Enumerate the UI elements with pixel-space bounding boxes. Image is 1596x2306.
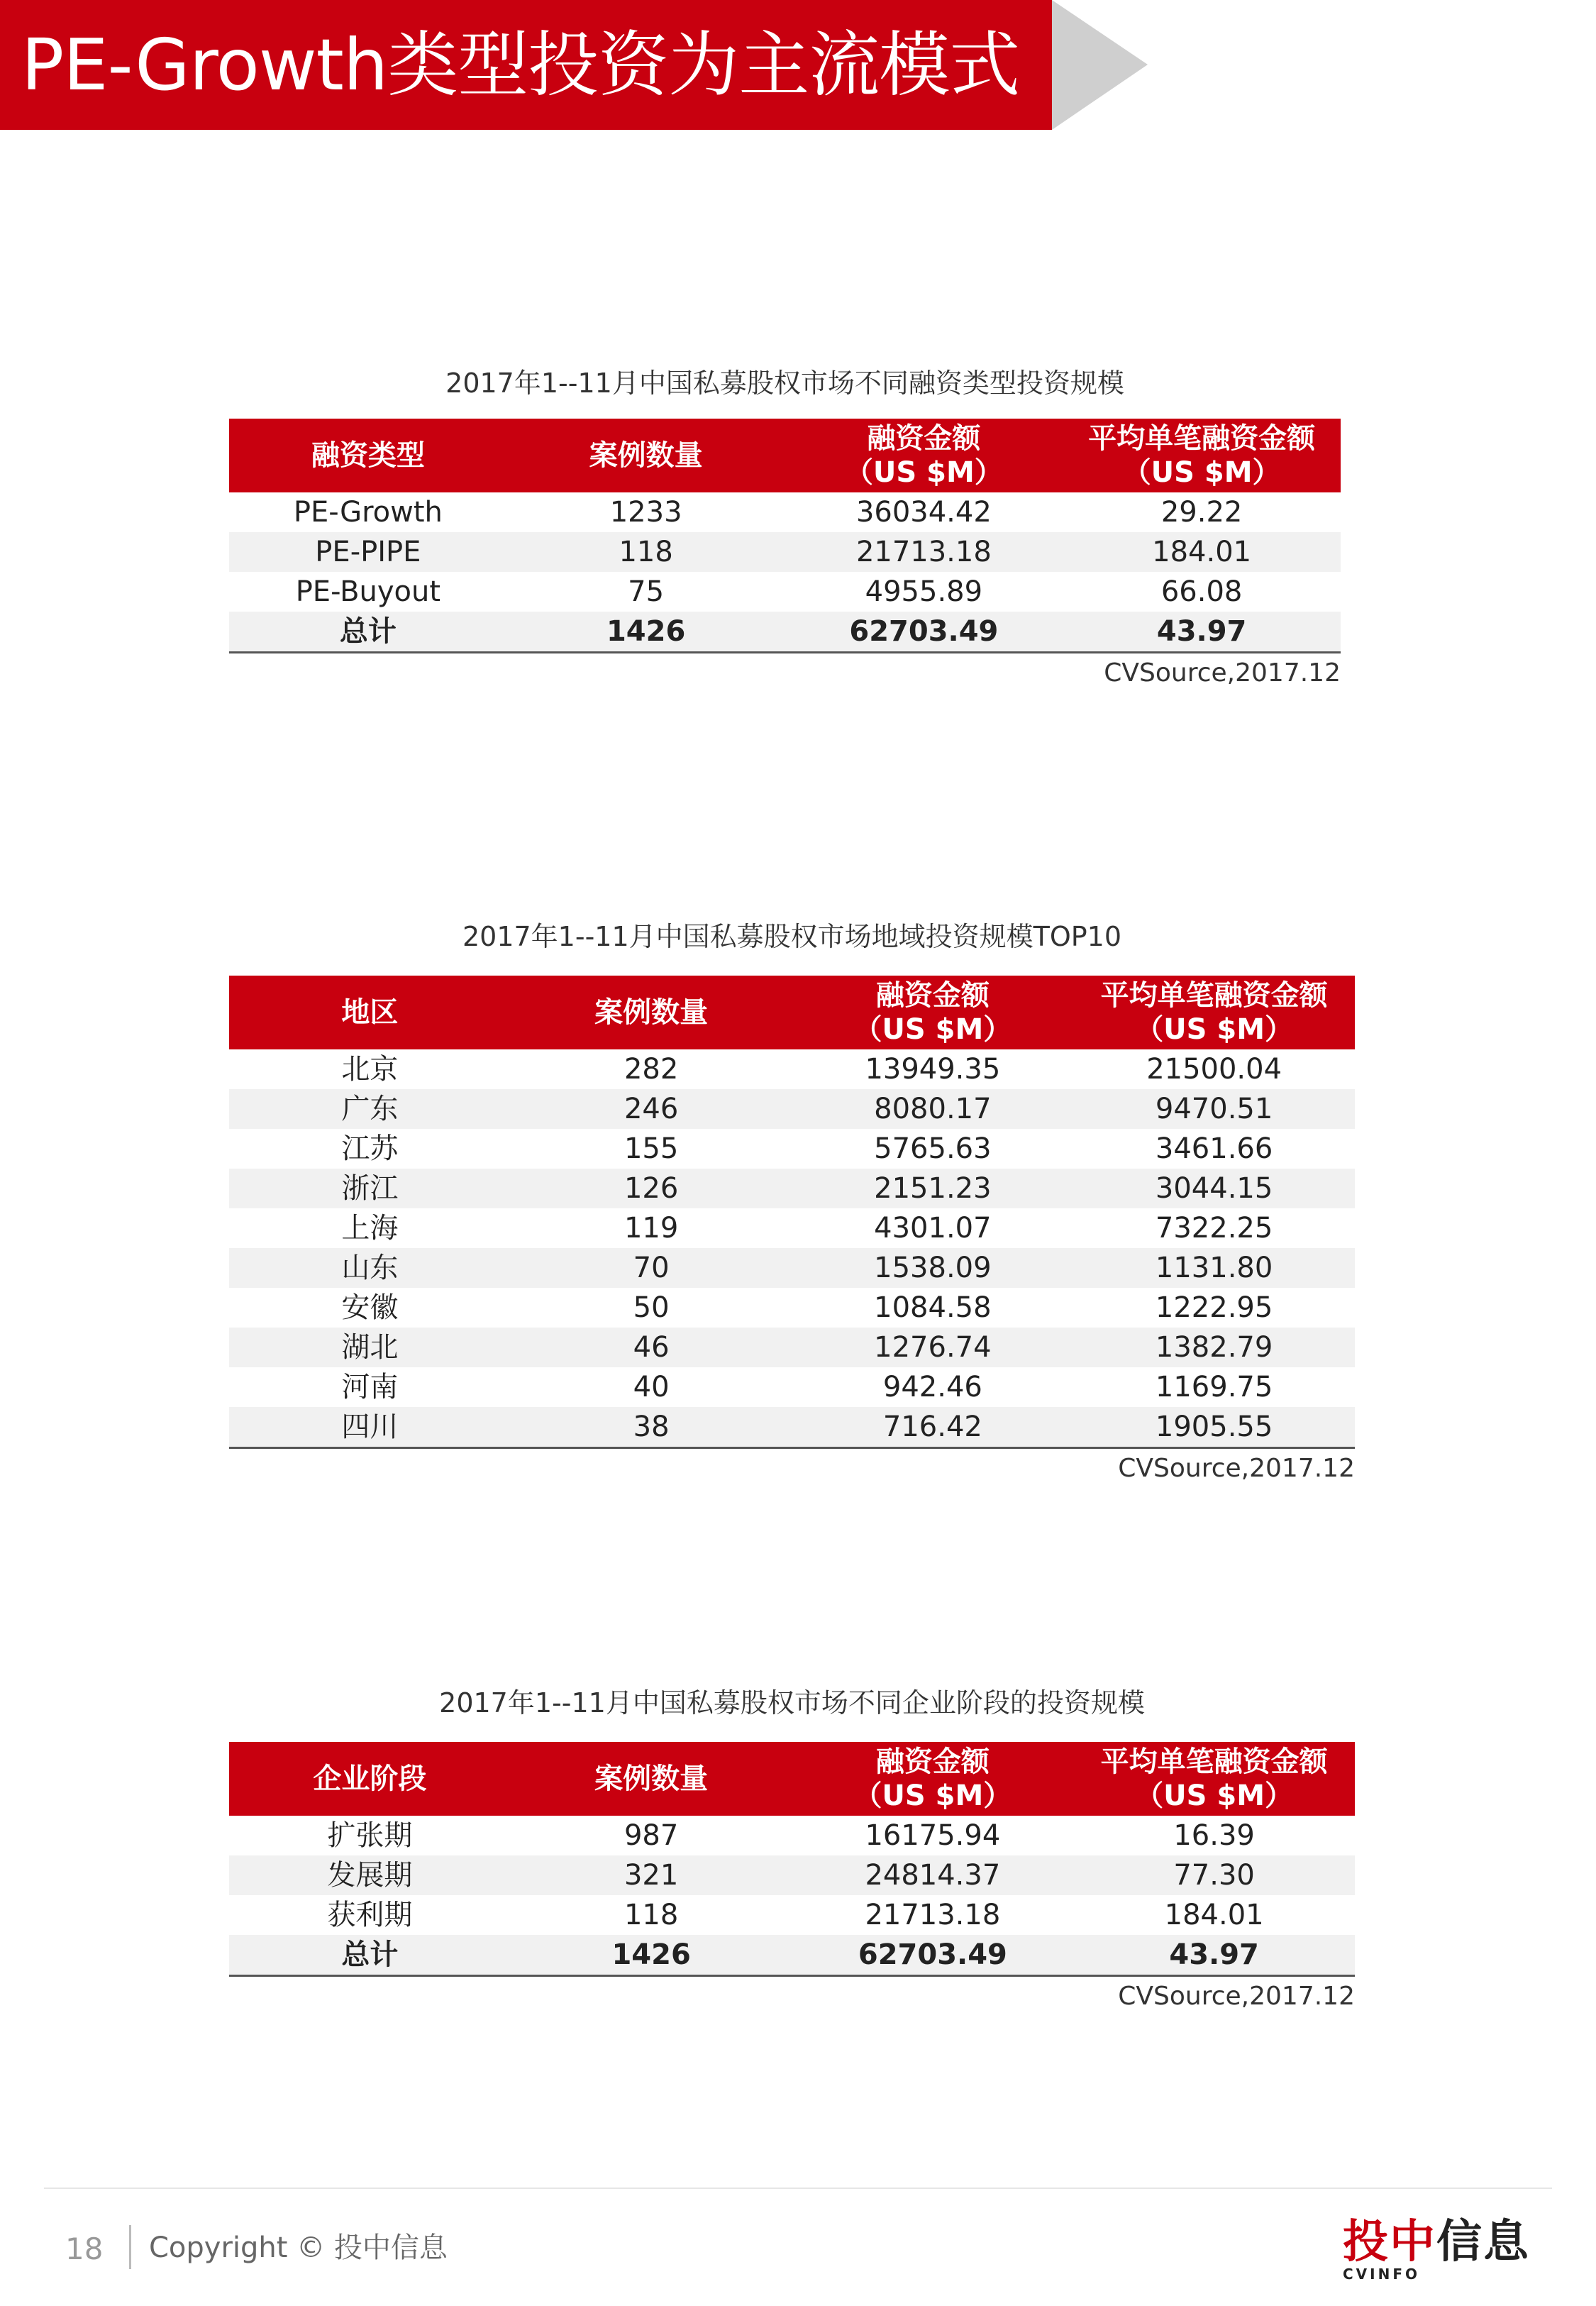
logo-wordmark: 投中信息 [1343, 2216, 1530, 2268]
cell-avg: 9470.51 [1073, 1089, 1355, 1129]
cell-name: 扩张期 [327, 1819, 413, 1852]
cell-avg: 1905.55 [1073, 1407, 1355, 1448]
cell-count: 118 [624, 1899, 679, 1931]
col-header-count: 案例数量 [594, 996, 709, 1029]
cell-avg: 184.01 [1063, 532, 1341, 572]
cell-name: 河南 [341, 1371, 399, 1403]
financing-type-table [229, 419, 1341, 653]
cell-count: 987 [624, 1819, 679, 1852]
company-logo [1343, 2216, 1530, 2283]
col-header-amount: 融资金额 （US $M） [853, 1745, 1012, 1812]
cell-name: PE-PIPE [229, 532, 507, 572]
page-number: 18 [65, 2231, 104, 2266]
cell-amount: 4301.07 [874, 1212, 992, 1245]
cell-avg: 43.97 [1073, 1935, 1355, 1976]
title-arrow-decoration [1052, 0, 1148, 130]
table-row [229, 1129, 1355, 1169]
cell-count: 40 [633, 1371, 670, 1403]
col-header-avg: 平均单笔融资金额 （US $M） [1100, 1745, 1328, 1812]
enterprise-stage-table-block [229, 1682, 1355, 2017]
cell-amount: 21713.18 [785, 532, 1063, 572]
cell-count: 321 [511, 1855, 792, 1895]
cell-amount: 62703.49 [785, 612, 1063, 653]
cell-amount: 8080.17 [792, 1089, 1074, 1129]
cell-name: 总计 [229, 612, 507, 653]
cell-count: 1233 [609, 496, 682, 529]
cell-amount: 1276.74 [792, 1328, 1074, 1367]
cell-count: 119 [624, 1212, 679, 1245]
col-header-amount: 融资金额 （US $M） [853, 979, 1012, 1046]
cell-name: 广东 [229, 1089, 511, 1129]
table-header-row [229, 976, 1355, 1049]
table-source: CVSource,2017.12 [1104, 658, 1341, 688]
table-row [229, 1208, 1355, 1248]
table-header-row [229, 1742, 1355, 1816]
cell-name: 获利期 [327, 1899, 413, 1931]
cell-count: 1426 [507, 612, 785, 653]
table-row [229, 1288, 1355, 1328]
cell-count: 282 [624, 1053, 679, 1086]
cell-name: 四川 [229, 1407, 511, 1448]
cell-amount: 716.42 [792, 1407, 1074, 1448]
cell-amount: 24814.37 [792, 1855, 1074, 1895]
cell-count: 246 [511, 1089, 792, 1129]
cell-name: 浙江 [229, 1169, 511, 1208]
cell-count: 75 [628, 575, 665, 608]
cell-amount: 36034.42 [855, 496, 992, 529]
table-row [229, 532, 1341, 572]
table-row [229, 1248, 1355, 1288]
cell-count: 70 [511, 1248, 792, 1288]
cell-avg: 66.08 [1160, 575, 1243, 608]
cell-amount: 942.46 [882, 1371, 982, 1403]
cell-name: 上海 [341, 1212, 399, 1245]
cell-amount: 2151.23 [792, 1169, 1074, 1208]
table-row [229, 1049, 1355, 1089]
table-row [229, 612, 1341, 653]
cell-amount: 62703.49 [792, 1935, 1074, 1976]
region-table-block [229, 915, 1355, 1489]
table-row [229, 1367, 1355, 1407]
table-row [229, 1328, 1355, 1367]
table-caption: 2017年1--11月中国私募股权市场不同企业阶段的投资规模 [439, 1687, 1145, 1719]
table-row [229, 1169, 1355, 1208]
cell-count: 118 [507, 532, 785, 572]
col-header-count: 案例数量 [594, 1762, 709, 1795]
cell-avg: 1382.79 [1073, 1328, 1355, 1367]
page-title: PE-Growth类型投资为主流模式 [21, 23, 1020, 106]
cell-name: 北京 [341, 1053, 399, 1086]
table-header-row [229, 419, 1341, 492]
logo-subtext: CVINFO [1343, 2266, 1420, 2283]
table-source: CVSource,2017.12 [1118, 1982, 1355, 2011]
table-source: CVSource,2017.12 [1118, 1454, 1355, 1483]
cell-name: PE-Buyout [295, 575, 441, 608]
cell-avg: 43.97 [1063, 612, 1341, 653]
enterprise-stage-table [229, 1742, 1355, 1977]
col-header-avg: 平均单笔融资金额 （US $M） [1100, 979, 1328, 1046]
cell-amount: 1084.58 [874, 1291, 992, 1324]
financing-type-table-block [229, 362, 1341, 693]
col-header-avg: 平均单笔融资金额 （US $M） [1088, 422, 1316, 489]
cell-avg: 1131.80 [1073, 1248, 1355, 1288]
table-row [229, 1816, 1355, 1855]
col-header-type: 融资类型 [311, 439, 425, 472]
cell-count: 155 [624, 1132, 679, 1165]
cell-name: 总计 [229, 1935, 511, 1976]
cell-count: 126 [511, 1169, 792, 1208]
cell-avg: 184.01 [1164, 1899, 1264, 1931]
col-header-region: 地区 [341, 996, 399, 1029]
cell-count: 1426 [511, 1935, 792, 1976]
title-bar [0, 0, 1052, 130]
cell-count: 38 [511, 1407, 792, 1448]
cell-avg: 1169.75 [1155, 1371, 1273, 1403]
cell-avg: 77.30 [1073, 1855, 1355, 1895]
cell-avg: 1222.95 [1155, 1291, 1273, 1324]
cell-name: 山东 [229, 1248, 511, 1288]
cell-name: 发展期 [229, 1855, 511, 1895]
table-row [229, 1935, 1355, 1976]
footer-divider [44, 2188, 1552, 2189]
cell-name: 江苏 [341, 1132, 399, 1165]
table-row [229, 1407, 1355, 1448]
cell-amount: 5765.63 [874, 1132, 992, 1165]
col-header-stage: 企业阶段 [313, 1762, 427, 1795]
cell-count: 46 [511, 1328, 792, 1367]
copyright-text: Copyright © 投中信息 [149, 2231, 448, 2264]
col-header-amount: 融资金额 （US $M） [844, 422, 1003, 489]
table-row [229, 492, 1341, 532]
table-row [229, 1895, 1355, 1935]
cell-name: 湖北 [229, 1328, 511, 1367]
cell-avg: 3044.15 [1073, 1169, 1355, 1208]
table-row [229, 1089, 1355, 1129]
cell-avg: 29.22 [1160, 496, 1243, 529]
cell-amount: 4955.89 [865, 575, 983, 608]
cell-avg: 21500.04 [1146, 1053, 1282, 1086]
cell-amount: 16175.94 [865, 1819, 1001, 1852]
cell-avg: 7322.25 [1155, 1212, 1273, 1245]
table-row [229, 1855, 1355, 1895]
cell-amount: 13949.35 [865, 1053, 1001, 1086]
cell-avg: 16.39 [1173, 1819, 1255, 1852]
footer-separator [129, 2225, 131, 2269]
table-caption: 2017年1--11月中国私募股权市场地域投资规模TOP10 [462, 921, 1122, 952]
region-table [229, 976, 1355, 1449]
cell-amount: 21713.18 [865, 1899, 1001, 1931]
cell-count: 50 [633, 1291, 670, 1324]
cell-avg: 3461.66 [1155, 1132, 1273, 1165]
cell-name: 安徽 [341, 1291, 399, 1324]
table-caption: 2017年1--11月中国私募股权市场不同融资类型投资规模 [445, 368, 1124, 399]
table-row [229, 572, 1341, 612]
cell-amount: 1538.09 [792, 1248, 1074, 1288]
cell-name: PE-Growth [293, 496, 443, 529]
col-header-count: 案例数量 [589, 439, 703, 472]
